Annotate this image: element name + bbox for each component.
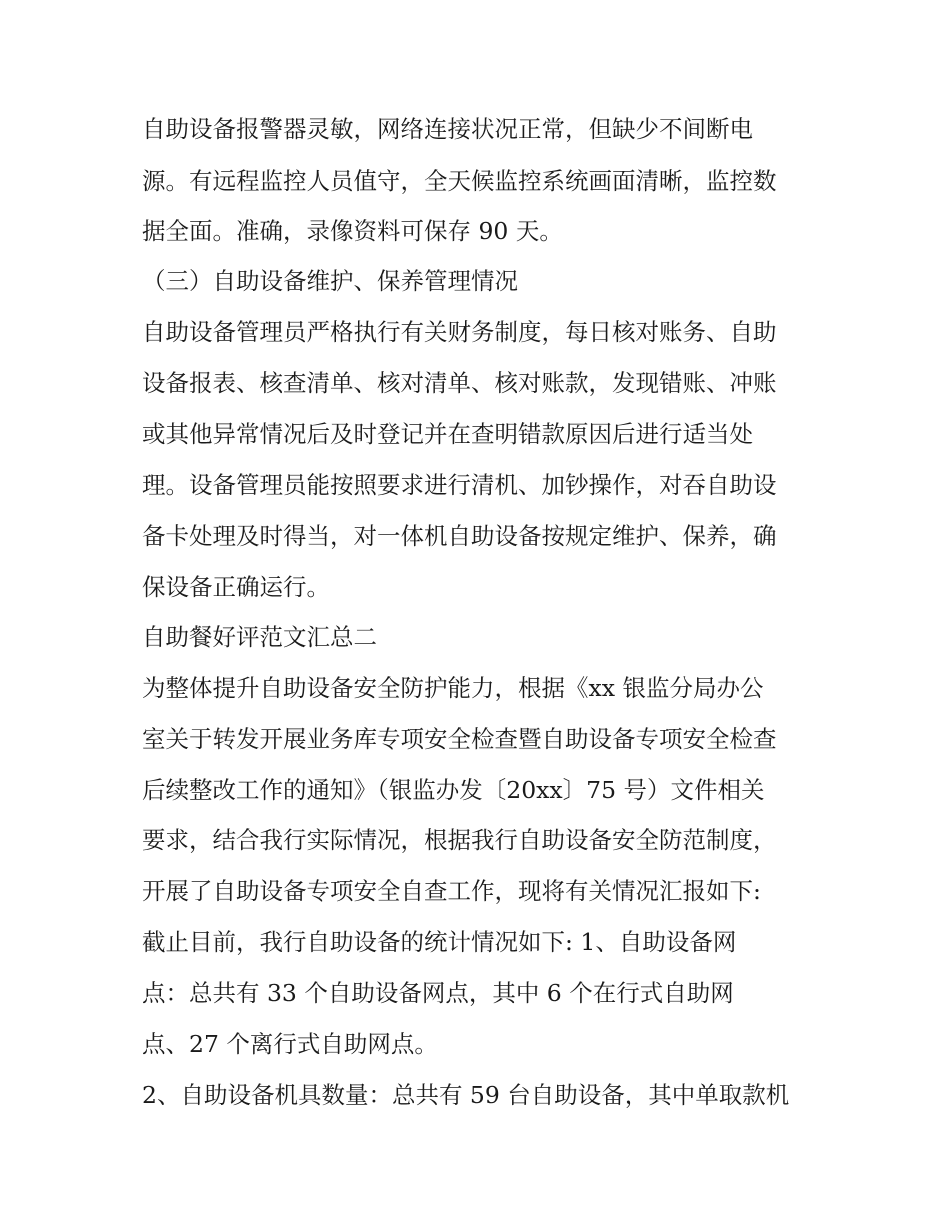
text-line: 理。设备管理员能按照要求进行清机、加钞操作，对吞自助设 [142,471,777,499]
text-line: 点：总共有 33 个自助设备网点，其中 6 个在行式自助网 [142,979,734,1007]
text-line: 截止目前，我行自助设备的统计情况如下: 1、自助设备网 [142,928,737,956]
text-line: 保设备正确运行。 [142,573,330,601]
text-line: 自助设备报警器灵敏，网络连接状况正常，但缺少不间断电 [142,115,753,143]
text-line: 据全面。准确，录像资料可保存 90 天。 [142,217,563,245]
text-line: 源。有远程监控人员值守，全天候监控系统画面清晰，监控数 [142,167,777,195]
text-line: 自助设备管理员严格执行有关财务制度，每日核对账务、自助 [142,318,777,346]
text-line: 开展了自助设备专项安全自查工作，现将有关情况汇报如下: [142,877,761,905]
text-line: 要求，结合我行实际情况，根据我行自助设备安全防范制度， [142,826,777,854]
text-line: 点、27 个离行式自助网点。 [142,1030,438,1058]
text-line: 或其他异常情况后及时登记并在查明错款原因后进行适当处 [142,420,753,448]
text-line: 后续整改工作的通知》（银监办发〔20xx〕75 号）文件相关 [142,776,765,804]
text-line: 2、自助设备机具数量：总共有 59 台自助设备，其中单取款机 [142,1081,790,1109]
section-heading: 自助餐好评范文汇总二 [142,623,377,651]
text-line: 为整体提升自助设备安全防护能力，根据《xx 银监分局办公 [142,674,764,702]
section-heading: （三）自助设备维护、保养管理情况 [142,267,518,295]
text-line: 设备报表、核查清单、核对清单、核对账款，发现错账、冲账 [142,369,777,397]
text-line: 备卡处理及时得当，对一体机自助设备按规定维护、保养，确 [142,522,777,550]
text-line: 室关于转发开展业务库专项安全检查暨自助设备专项安全检查 [142,725,777,753]
